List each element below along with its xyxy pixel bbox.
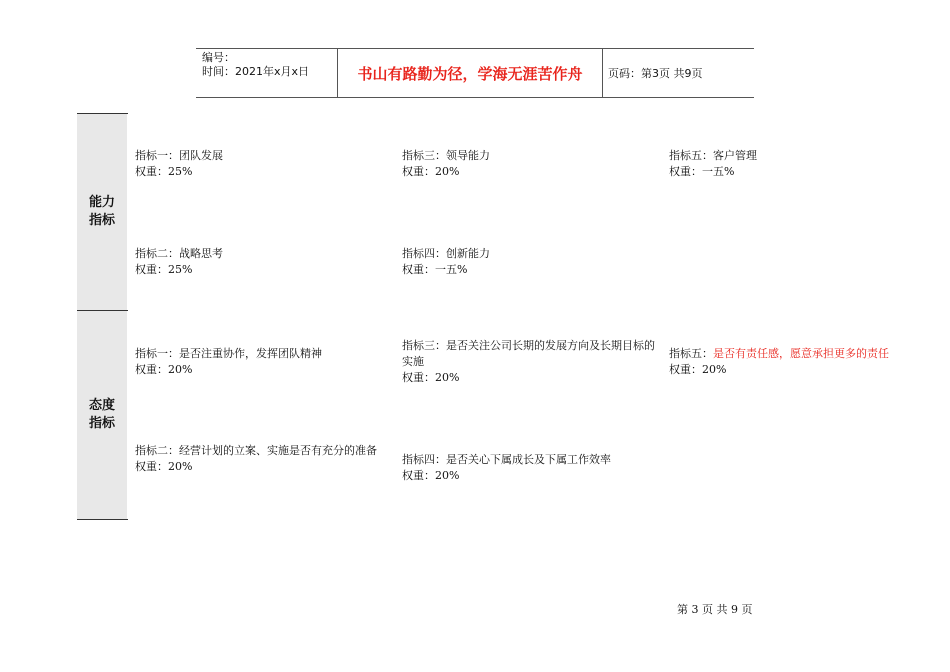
item-name: 指标四：是否关心下属成长及下属工作效率 xyxy=(402,453,611,466)
item-weight: 权重：20% xyxy=(135,460,193,473)
ability-item-5 xyxy=(669,148,919,180)
attitude-item-1 xyxy=(135,346,385,378)
header-page-info: 页码：第3页 共9页 xyxy=(608,67,703,80)
attitude-label-line2: 指标 xyxy=(88,416,115,431)
header-motto: 书山有路勤为径，学海无涯苦作舟 xyxy=(357,64,583,83)
attitude-label-line1: 态度 xyxy=(88,398,115,413)
section-rule xyxy=(77,519,128,520)
item-name: 指标四：创新能力 xyxy=(402,247,490,260)
attitude-label xyxy=(77,311,127,519)
item-name: 指标二：经营计划的立案、实施是否有充分的准备 xyxy=(135,444,377,457)
attitude-item-4 xyxy=(402,452,662,484)
item-name: 指标一：团队发展 xyxy=(135,149,223,162)
item-name: 指标三：是否关注公司长期的发展方向及长期目标的实施 xyxy=(402,339,655,368)
ability-label xyxy=(77,114,127,310)
attitude-item-2 xyxy=(135,443,390,475)
document-header xyxy=(196,48,754,98)
item-weight: 权重：一五% xyxy=(669,165,735,178)
item-name: 指标五：客户管理 xyxy=(669,149,757,162)
attitude-item-3 xyxy=(402,338,660,386)
page-footer: 第 3 页 共 9 页 xyxy=(677,603,753,616)
item-weight: 权重：20% xyxy=(135,363,193,376)
ability-label-line2: 指标 xyxy=(88,213,115,228)
item-weight: 权重：20% xyxy=(402,469,460,482)
item-weight: 权重：一五% xyxy=(402,263,468,276)
item-name: 指标一：是否注重协作，发挥团队精神 xyxy=(135,347,322,360)
item-name: 指标二：战略思考 xyxy=(135,247,223,260)
ability-section xyxy=(77,114,928,310)
item-weight: 权重：20% xyxy=(402,165,460,178)
header-divider xyxy=(602,49,603,97)
ability-label-line1: 能力 xyxy=(88,195,115,210)
item-name xyxy=(669,346,919,362)
serial-label: 编号： xyxy=(202,51,235,64)
ability-item-4 xyxy=(402,246,662,278)
item-weight: 权重：25% xyxy=(135,165,193,178)
header-meta xyxy=(202,51,338,95)
item-weight: 权重：20% xyxy=(402,371,460,384)
ability-item-3 xyxy=(402,148,662,180)
item-name-highlight: 是否有责任感，愿意承担更多的责任 xyxy=(713,347,889,360)
time-label: 时间：2021年x月x日 xyxy=(202,65,310,78)
item-weight: 权重：25% xyxy=(135,263,193,276)
item-weight: 权重：20% xyxy=(669,363,727,376)
item-name-prefix: 指标五： xyxy=(669,347,713,360)
attitude-item-5 xyxy=(669,346,919,378)
item-name: 指标三：领导能力 xyxy=(402,149,490,162)
ability-item-1 xyxy=(135,148,385,180)
ability-item-2 xyxy=(135,246,385,278)
